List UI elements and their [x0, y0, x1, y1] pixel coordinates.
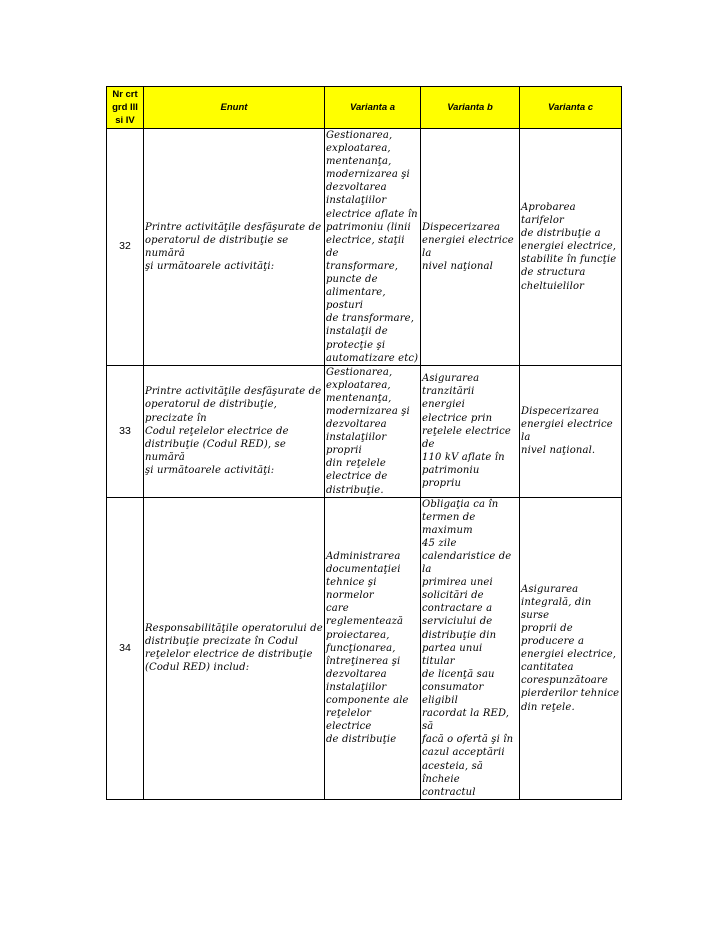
option-a: Gestionarea, exploatarea, mentenanţa, modernizarea şi dezvoltarea instalaţiilor electrice aflate în patrimoniu (linii electrice, staţii de transformare, puncte de alimentare, posturi de transformare, instalaţii de protecţie şi automatizare etc): [325, 129, 421, 366]
header-nr-crt: Nr crt grd III si IV: [107, 87, 144, 129]
option-b: Dispecerizarea energiei electrice la nivel naţional: [421, 129, 520, 366]
table-row: [107, 365, 622, 497]
table-row: [107, 497, 622, 799]
header-row: [107, 87, 622, 129]
table-row: [107, 129, 622, 366]
header-enunt: Enunt: [144, 87, 325, 129]
option-b: Asigurarea tranzitării energiei electrice prin reţelele electrice de 110 kV aflate în patrimoniu propriu: [421, 365, 520, 497]
header-varianta-b: Varianta b: [421, 87, 520, 129]
option-b: Obligaţia ca în termen de maximum 45 zile calendaristice de la primirea unei solicitări de contractare a serviciului de distribuţie din partea unui titular de licenţă sau consumator eligibil racordat la RED, să facă o ofertă şi în cazul acceptării acesteia, să încheie contractul: [421, 497, 520, 799]
question-text: Printre activităţile desfăşurate de operatorul de distribuţie se numără şi următoarele activităţi:: [144, 129, 325, 366]
header-varianta-c: Varianta c: [520, 87, 622, 129]
question-text: Responsabilităţile operatorului de distribuţie precizate în Codul reţelelor electrice de distribuţie (Codul RED) includ:: [144, 497, 325, 799]
option-a: Administrarea documentaţiei tehnice şi normelor care reglementează proiectarea, funcţionarea, întreţinerea şi dezvoltarea instalaţiilor componente ale reţelelor electrice de distribuţie: [325, 497, 421, 799]
row-number: 34: [107, 497, 144, 799]
option-c: Dispecerizarea energiei electrice la nivel naţional.: [520, 365, 622, 497]
question-text: Printre activităţile desfăşurate de operatorul de distribuţie, precizate în Codul reţelelor electrice de distribuţie (Codul RED), se numără şi următoarele activităţi:: [144, 365, 325, 497]
option-c: Asigurarea integrală, din surse proprii de producere a energiei electrice, cantitatea corespunzătoare pierderilor tehnice din reţele.: [520, 497, 622, 799]
row-number: 33: [107, 365, 144, 497]
option-a: Gestionarea, exploatarea, mentenanţa, modernizarea şi dezvoltarea instalaţiilor proprii din reţelele electrice de distribuţie.: [325, 365, 421, 497]
header-varianta-a: Varianta a: [325, 87, 421, 129]
row-number: 32: [107, 129, 144, 366]
questions-table: [106, 86, 622, 800]
option-c: Aprobarea tarifelor de distribuţie a energiei electrice, stabilite în funcţie de structura cheltuielilor: [520, 129, 622, 366]
